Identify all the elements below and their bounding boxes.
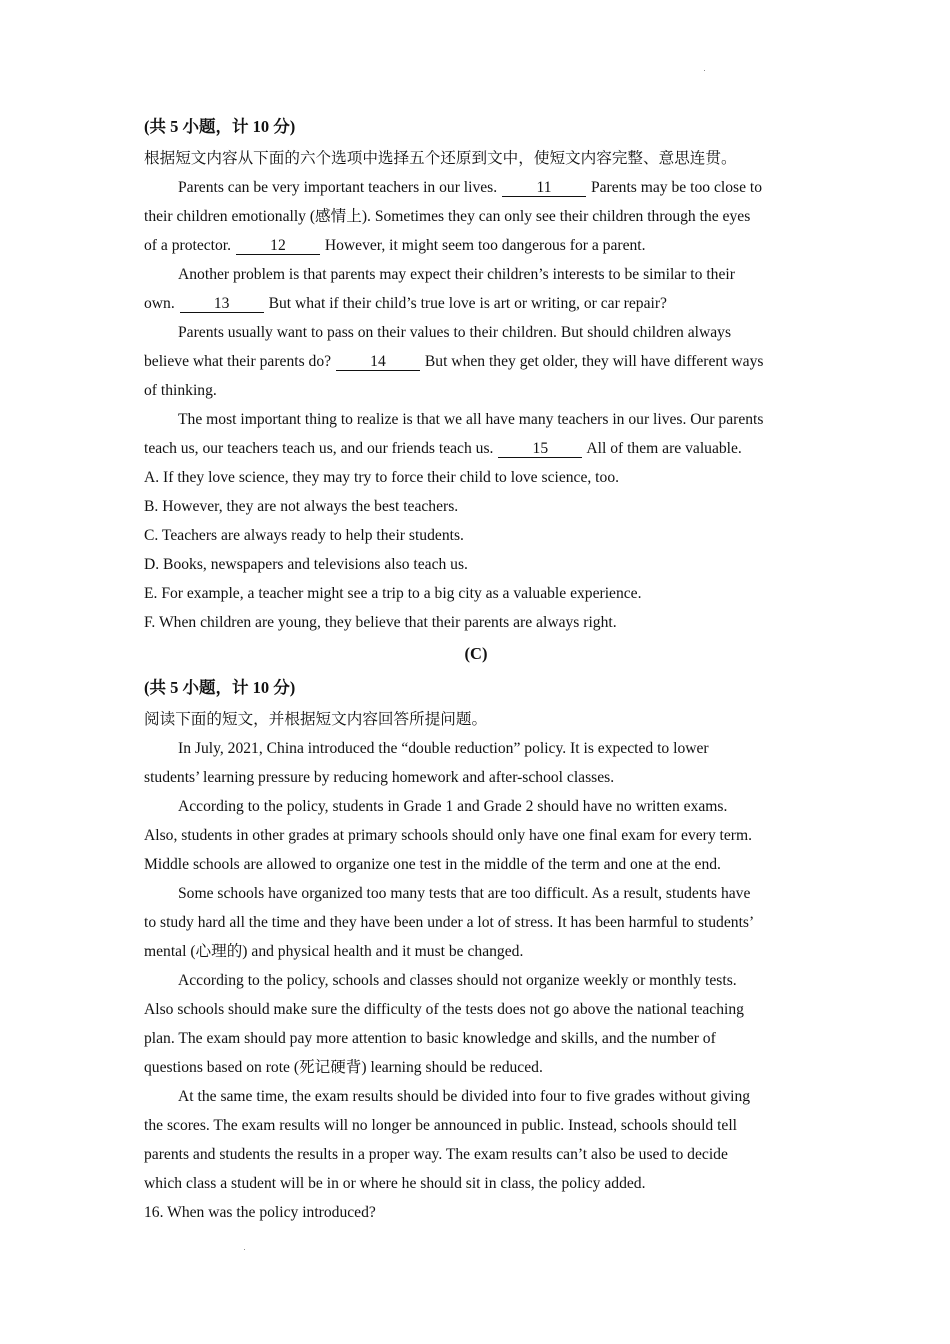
section-b-instruction: 根据短文内容从下面的六个选项中选择五个还原到文中，使短文内容完整、意思连贯。: [144, 150, 737, 167]
option-b: B. However, they are not always the best teachers.: [144, 498, 459, 515]
b-para4-line1: The most important thing to realize is that we all have many teachers in our lives. Our parents: [178, 411, 764, 428]
b-para4-line2: teach us, our teachers teach us, and our friends teach us. 15 All of them are valuable.: [144, 440, 742, 457]
c-para5-line4: which class a student will be in or where he should sit in class, the policy added.: [144, 1175, 646, 1192]
option-a: A. If they love science, they may try to force their child to love science, too.: [144, 469, 620, 486]
c-para5-line2: the scores. The exam results will no longer be announced in public. Instead, schools should tell: [144, 1117, 738, 1134]
b-para3-line1: Parents usually want to pass on their values to their children. But should children always: [178, 324, 732, 341]
b-para1-line1: Parents can be very important teachers in our lives. 11 Parents may be too close to: [178, 179, 763, 196]
option-e: E. For example, a teacher might see a trip to a big city as a valuable experience.: [144, 585, 642, 602]
blank-14: 14: [336, 353, 420, 371]
c-para4-line1: According to the policy, schools and classes should not organize weekly or monthly tests.: [178, 972, 737, 989]
blank-13: 13: [180, 295, 264, 313]
option-c: C. Teachers are always ready to help their students.: [144, 527, 464, 544]
c-para3-line1: Some schools have organized too many tests that are too difficult. As a result, students have: [178, 885, 751, 902]
blank-15: 15: [498, 440, 582, 458]
c-para4-line2: Also schools should make sure the difficulty of the tests does not go above the national teaching: [144, 1001, 744, 1018]
b-para2-line2: own. 13 But what if their child’s true love is art or writing, or car repair?: [144, 295, 667, 312]
c-para3-line2: to study hard all the time and they have been under a lot of stress. It has been harmful to students’: [144, 914, 755, 931]
c-para2-line2: Also, students in other grades at primary schools should only have one final exam for every term.: [144, 827, 753, 844]
b-para2-line1: Another problem is that parents may expect their children’s interests to be similar to their: [178, 266, 735, 283]
c-para2-line1: According to the policy, students in Grade 1 and Grade 2 should have no written exams.: [178, 798, 728, 815]
b-para1-line2: their children emotionally (感情上). Sometimes they can only see their children through the eyes: [144, 208, 751, 225]
c-para2-line3: Middle schools are allowed to organize one test in the middle of the term and one at the end.: [144, 856, 721, 873]
b-para1-line3: of a protector. 12 However, it might seem too dangerous for a parent.: [144, 237, 646, 254]
c-para1-line2: students’ learning pressure by reducing homework and after-school classes.: [144, 769, 615, 786]
question-16: 16. When was the policy introduced?: [144, 1204, 376, 1221]
c-para5-line3: parents and students the results in a proper way. The exam results can’t also be used to decide: [144, 1146, 728, 1163]
c-para1-line1: In July, 2021, China introduced the “double reduction” policy. It is expected to lower: [178, 740, 709, 757]
section-c-label: (C): [464, 644, 488, 663]
blank-11: 11: [502, 179, 586, 197]
document-page: [144, 110, 808, 1227]
c-para5-line1: At the same time, the exam results should be divided into four to five grades without giving: [178, 1088, 751, 1105]
c-para4-line3: plan. The exam should pay more attention to basic knowledge and skills, and the number of: [144, 1030, 716, 1047]
section-b-header: (共 5 小题，计 10 分): [144, 117, 296, 136]
blank-12: 12: [236, 237, 320, 255]
page-speck-top: [704, 70, 705, 71]
section-c-instruction: 阅读下面的短文，并根据短文内容回答所提问题。: [144, 711, 488, 728]
option-f: F. When children are young, they believe that their parents are always right.: [144, 614, 617, 631]
b-para3-line2: believe what their parents do? 14 But when they get older, they will have different ways: [144, 353, 764, 370]
section-c-header: (共 5 小题，计 10 分): [144, 678, 296, 697]
page-speck-bottom: [244, 1249, 245, 1250]
c-para3-line3: mental (心理的) and physical health and it must be changed.: [144, 943, 524, 960]
b-para3-line3: of thinking.: [144, 382, 217, 399]
c-para4-line4: questions based on rote (死记硬背) learning should be reduced.: [144, 1059, 543, 1076]
option-d: D. Books, newspapers and televisions also teach us.: [144, 556, 468, 573]
